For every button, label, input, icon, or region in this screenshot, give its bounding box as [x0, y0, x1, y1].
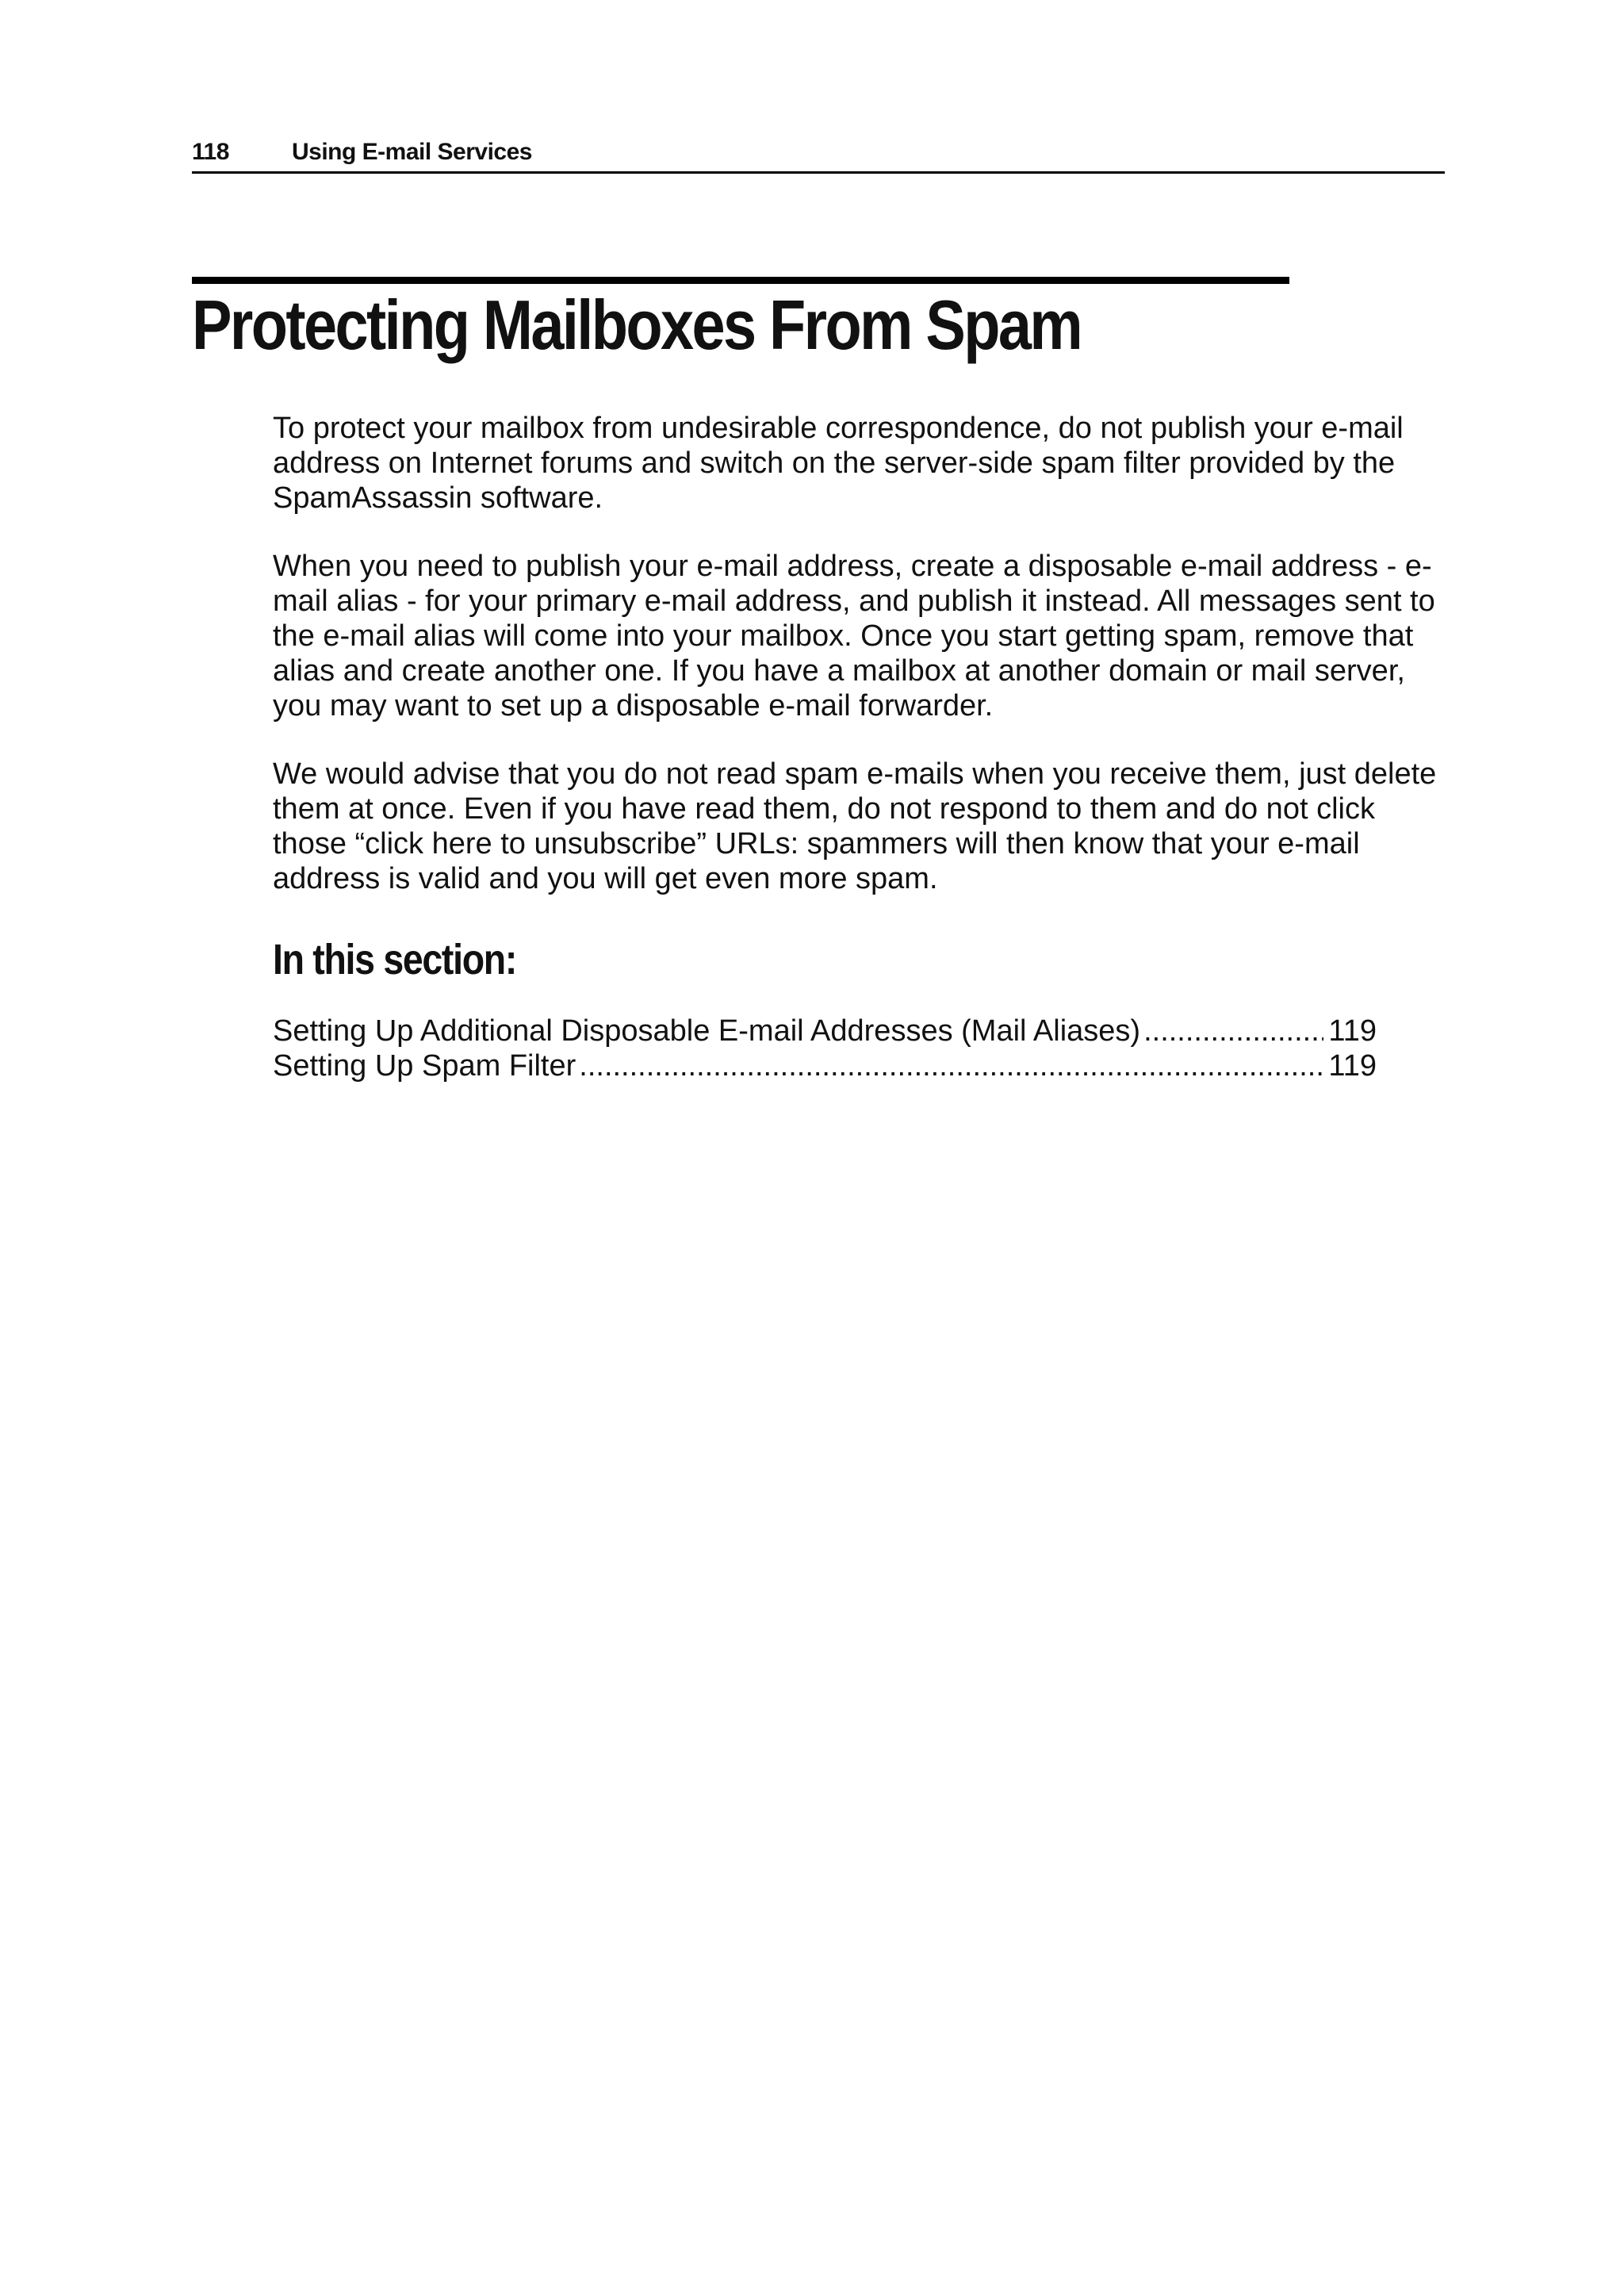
body-paragraph: When you need to publish your e-mail address, create a disposable e-mail address - e-mail alias - for your primary e-mail address, and publish it instead. All messages sent to the e-mail alias will come into your mailbox. Once you start getting spam, remove that alias and create another one. If you have a mailbox at another domain or mail server, you may want to set up a disposable e-mail forwarder. [273, 550, 1435, 723]
page-number: 118 [192, 139, 229, 165]
chapter-title: Using E-mail Services [292, 139, 532, 165]
page-title: Protecting Mailboxes From Spam [192, 286, 1082, 364]
running-header [192, 135, 1445, 174]
toc-entry-title[interactable]: Setting Up Additional Disposable E-mail Addresses (Mail Aliases) [273, 1014, 1141, 1048]
toc-leader-dots [579, 1048, 1323, 1083]
toc-entry-page[interactable]: 119 [1328, 1049, 1377, 1083]
toc-entry-title[interactable]: Setting Up Spam Filter [273, 1049, 576, 1083]
toc-entry-spam-filter[interactable] [273, 1048, 1377, 1083]
toc-entry-mail-aliases[interactable] [273, 1014, 1377, 1048]
toc-leader-dots [1143, 1014, 1323, 1048]
section-heading: In this section: [273, 936, 517, 983]
body-content [273, 411, 1446, 1083]
toc-entry-page[interactable]: 119 [1328, 1014, 1377, 1048]
body-paragraph: To protect your mailbox from undesirable correspondence, do not publish your e-mail address on Internet forums and switch on the server-side spam filter provided by the SpamAssassin software. [273, 412, 1404, 515]
table-of-contents [273, 1014, 1377, 1083]
title-rule [192, 277, 1289, 284]
body-paragraph: We would advise that you do not read spam e-mails when you receive them, just delete them at once. Even if you have read them, do not respond to them and do not click those “click here to unsubscribe” URLs: spammers will then know that your e-mail address is valid and you will get even more spam. [273, 757, 1437, 895]
